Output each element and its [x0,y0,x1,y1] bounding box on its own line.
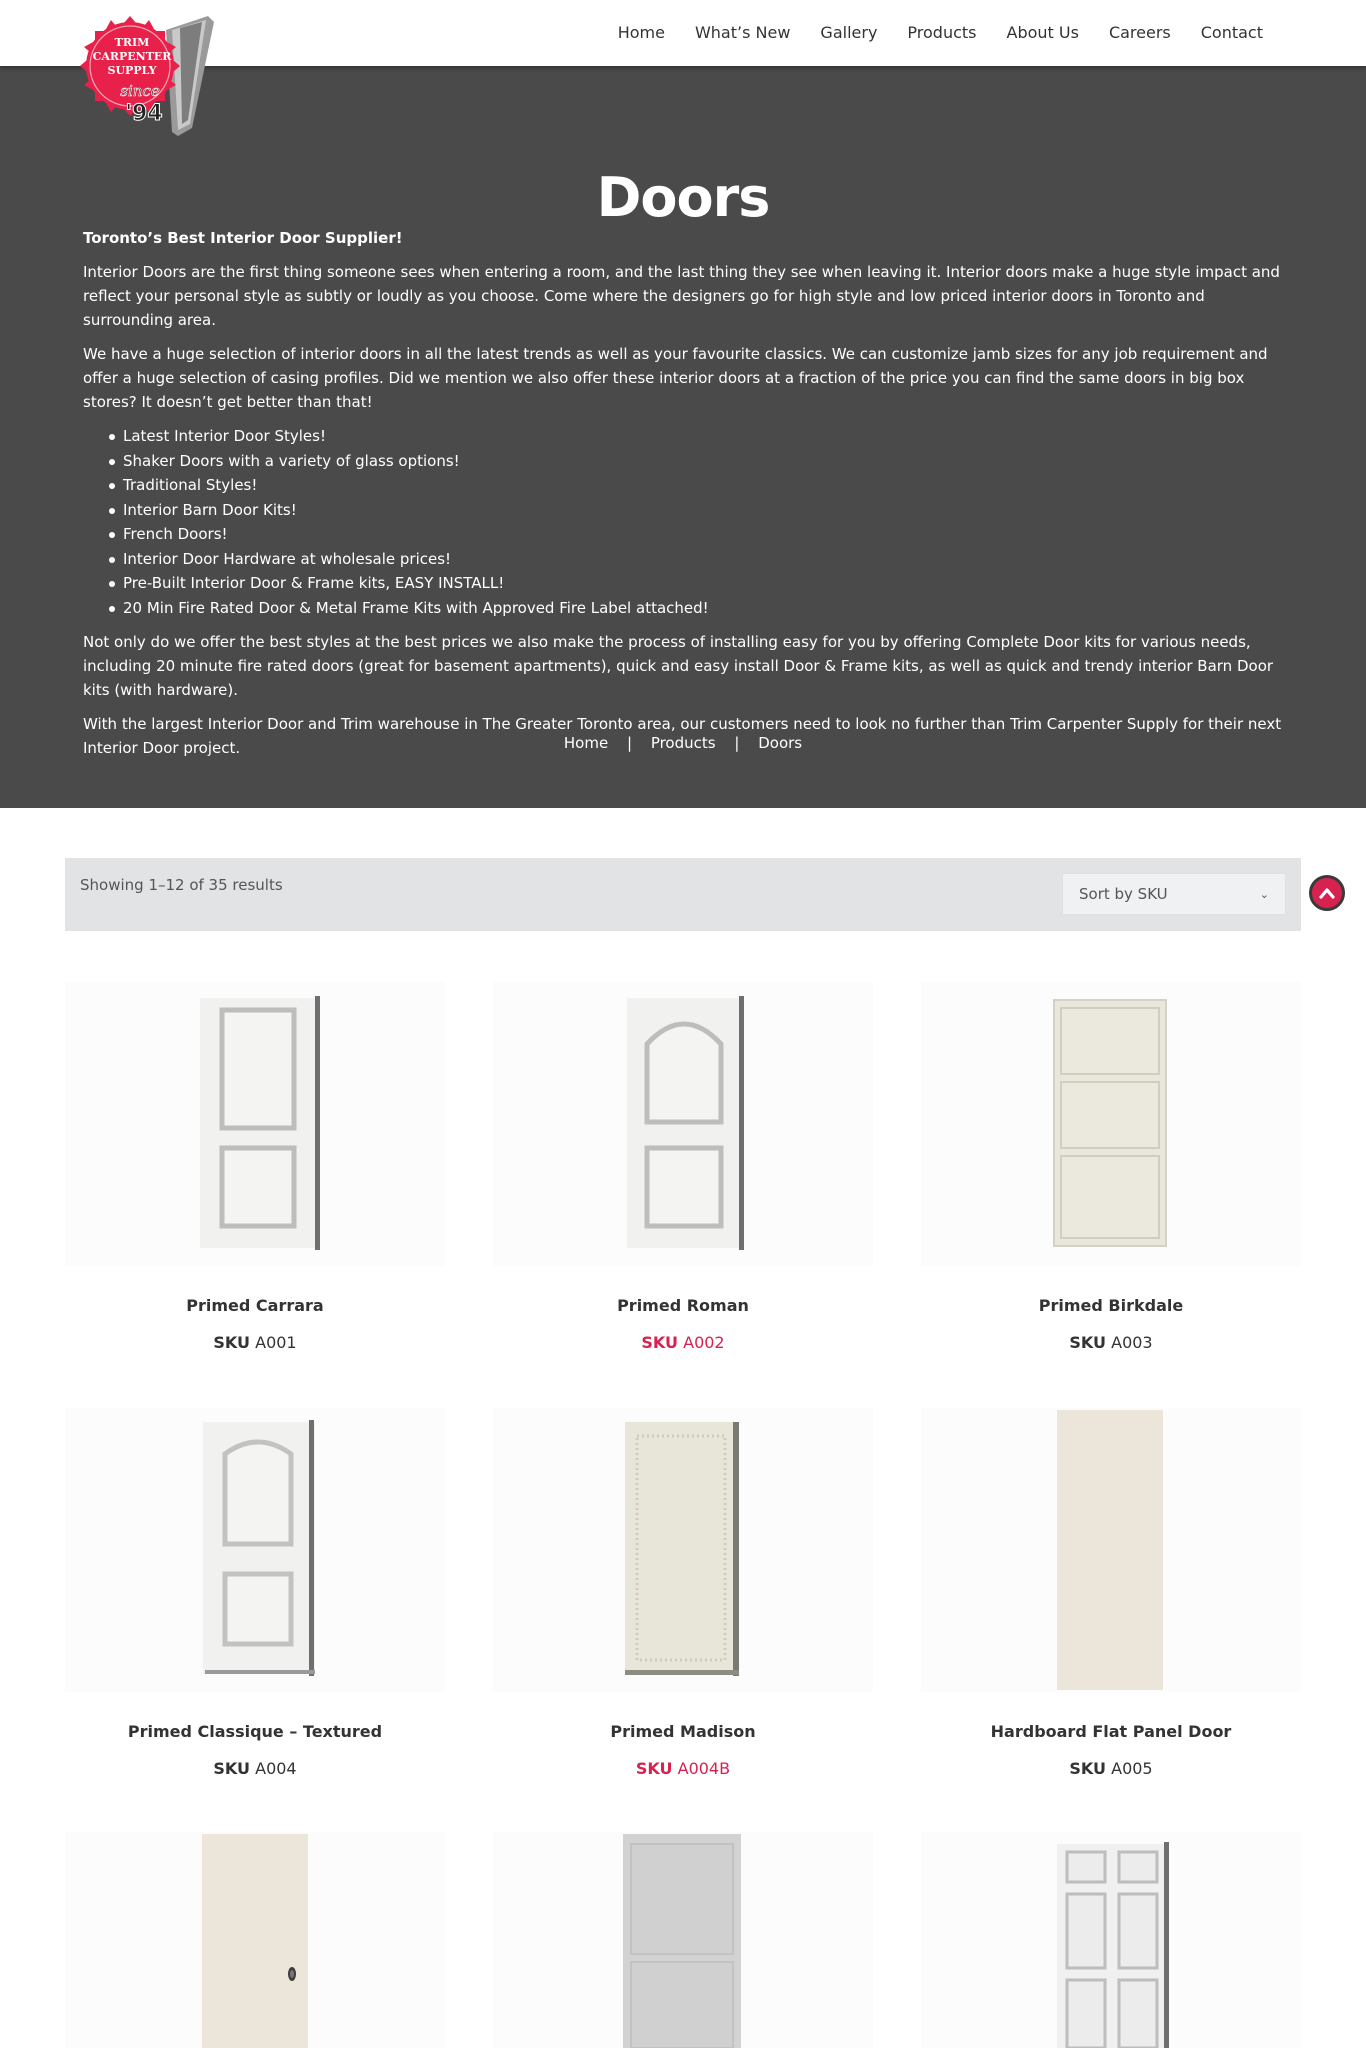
product-image[interactable] [493,982,873,1266]
logo-text-year: '94 [125,101,163,126]
sku-label: SKU [1069,1333,1107,1352]
product-image[interactable] [65,982,445,1266]
feature-item: Shaker Doors with a variety of glass options! [123,449,1283,474]
product-image[interactable] [921,1408,1301,1692]
product-sku [921,1333,1301,1352]
sku-value: A002 [683,1333,725,1352]
sku-label: SKU [635,1759,673,1778]
sku-value: A001 [255,1333,297,1352]
product-card[interactable] [65,1408,445,1778]
product-image[interactable] [65,1832,445,2048]
feature-item: Latest Interior Door Styles! [123,424,1283,449]
intro-paragraph-1: Interior Doors are the first thing someone sees when entering a room, and the last thing they see when leaving it. Interior doors make a huge style impact and reflect your personal style as subtly or loudly as you choose. Come where the designers go for high style and low priced interior doors in Toronto and surrounding area. [83,263,1280,329]
product-card[interactable] [493,982,873,1352]
intro-tagline: Toronto’s Best Interior Door Supplier! [83,229,403,247]
main-nav [603,0,1278,66]
feature-item: Pre-Built Interior Door & Frame kits, EASY INSTALL! [123,571,1283,596]
sku-value: A004 [255,1759,297,1778]
intro-paragraph-4: With the largest Interior Door and Trim warehouse in The Greater Toronto area, our customers need to look no further than Trim Carpenter Supply for their next Interior Door project. [83,715,1282,757]
logo-text-carpenter: CARPENTER [92,50,172,63]
sku-label: SKU [1069,1759,1107,1778]
chevron-down-icon: ⌄ [1259,887,1269,901]
product-image[interactable] [493,1832,873,2048]
product-title[interactable]: Primed Birkdale [1038,1296,1184,1315]
nav-products[interactable]: Products [907,23,977,42]
shop-toolbar [65,858,1301,931]
nav-contact[interactable]: Contact [1200,23,1263,42]
nav-careers[interactable]: Careers [1108,23,1171,42]
back-to-top-button[interactable] [1309,875,1345,911]
nav-about-us[interactable]: About Us [1006,23,1079,42]
nav-home[interactable]: Home [617,23,665,42]
product-card[interactable] [493,1408,873,1778]
product-card[interactable] [921,1408,1301,1778]
breadcrumb [0,734,1366,752]
product-sku [493,1333,873,1352]
product-card[interactable] [65,982,445,1352]
page-title: Doors [596,166,770,229]
product-sku [65,1333,445,1352]
nav-whats-new[interactable]: What’s New [694,23,791,42]
chevron-up-icon [1319,887,1335,899]
product-card[interactable] [493,1832,873,2048]
sku-label: SKU [213,1759,251,1778]
product-sku [493,1759,873,1778]
breadcrumb-products[interactable]: Products [650,734,716,752]
breadcrumb-current: Doors [758,734,803,752]
page-hero [0,66,1366,808]
sku-value: A003 [1111,1333,1153,1352]
product-card[interactable] [921,1832,1301,2048]
breadcrumb-separator: | [734,734,740,752]
feature-item: Traditional Styles! [123,473,1283,498]
feature-item: French Doors! [123,522,1283,547]
site-logo[interactable] [80,8,216,140]
feature-item: Interior Barn Door Kits! [123,498,1283,523]
product-image[interactable] [921,982,1301,1266]
product-title[interactable]: Hardboard Flat Panel Door [990,1722,1232,1741]
page-intro [83,226,1283,770]
intro-paragraph-2: We have a huge selection of interior doors in all the latest trends as well as your favourite classics. We can customize jamb sizes for any job requirement and offer a huge selection of casing profiles. Did we mention we also offer these interior doors at a fraction of the price you can find the same doors in big box stores? It doesn’t get better than that! [83,345,1268,411]
sort-selected-value: Sort by SKU [1079,885,1168,903]
sku-label: SKU [641,1333,679,1352]
breadcrumb-separator: | [626,734,633,752]
product-card[interactable] [65,1832,445,2048]
product-image[interactable] [493,1408,873,1692]
sku-value: A005 [1111,1759,1153,1778]
logo-text-supply: SUPPLY [107,64,157,77]
product-card[interactable] [921,982,1301,1352]
feature-item: Interior Door Hardware at wholesale prices! [123,547,1283,572]
logo-text-since: since [120,82,160,100]
result-count: Showing 1–12 of 35 results [80,876,283,894]
nav-gallery[interactable]: Gallery [820,23,878,42]
sort-select[interactable] [1062,873,1286,915]
product-title[interactable]: Primed Carrara [186,1296,324,1315]
product-image[interactable] [65,1408,445,1692]
product-title[interactable]: Primed Madison [610,1722,756,1741]
product-title[interactable]: Primed Classique – Textured [127,1722,383,1741]
feature-item: 20 Min Fire Rated Door & Metal Frame Kits with Approved Fire Label attached! [123,596,1283,621]
sku-value: A004B [677,1759,731,1778]
product-sku [65,1759,445,1778]
product-image[interactable] [921,1832,1301,2048]
product-sku [921,1759,1301,1778]
product-title[interactable]: Primed Roman [617,1296,749,1315]
sku-label: SKU [213,1333,251,1352]
intro-paragraph-3: Not only do we offer the best styles at the best prices we also make the process of installing easy for you by offering Complete Door kits for various needs, including 20 minute fire rated doors (great for basement apartments), quick and easy install Door & Frame kits, as well as quick and trendy interior Barn Door kits (with hardware). [83,633,1274,699]
logo-text-trim: TRIM [114,36,150,49]
breadcrumb-home[interactable]: Home [563,734,609,752]
feature-list [123,424,1283,620]
